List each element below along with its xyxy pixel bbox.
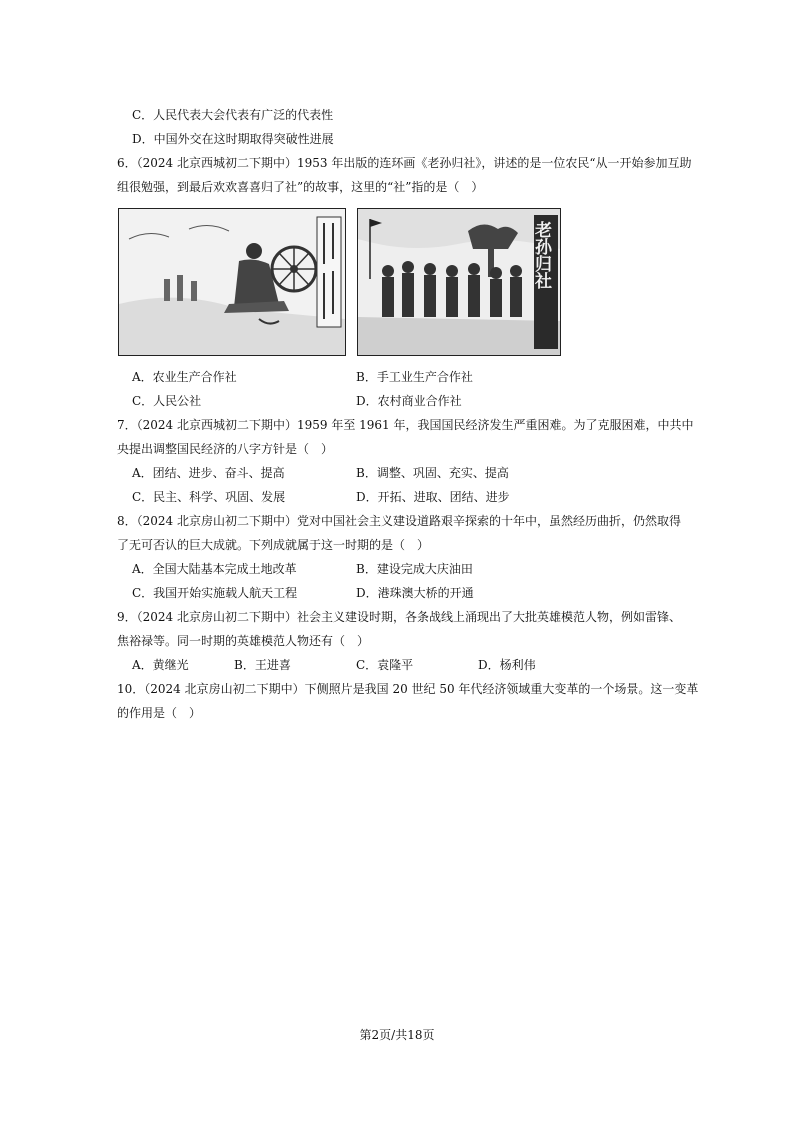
q7-option-a: A．团结、进步、奋斗、提高 [132,466,285,480]
q6-option-d: D．农村商业合作社 [356,394,462,408]
q9-option-a: A．黄继光 [132,658,189,672]
q6-option-b: B．手工业生产合作社 [356,370,473,384]
q6-option-a: A．农业生产合作社 [132,370,237,384]
option-c-prev: C．人民代表大会代表有广泛的代表性 [132,108,334,122]
q8-option-d: D．港珠澳大桥的开通 [356,586,474,600]
q8-option-c: C．我国开始实施载人航天工程 [132,586,298,600]
q9-option-c: C．袁隆平 [356,658,414,672]
comic-panel-left [118,208,346,356]
comic-panel-right [357,208,561,356]
question-10-line-2: 的作用是（ ） [117,706,202,720]
q7-option-d: D．开拓、进取、团结、进步 [356,490,510,504]
q8-option-a: A．全国大陆基本完成土地改革 [132,562,297,576]
question-9-line-1: 9．（2024 北京房山初二下期中）社会主义建设时期，各条战线上涌现出了大批英雄模范人物，例如雷锋、 [117,610,681,624]
question-9-line-2: 焦裕禄等。同一时期的英雄模范人物还有（ ） [117,634,370,648]
question-7-line-1: 7．（2024 北京西城初二下期中）1959 年至 1961 年，我国国民经济发生严重困难。为了克服困难，中共中 [117,418,694,432]
q8-option-b: B．建设完成大庆油田 [356,562,473,576]
question-6-line-2: 组很勉强，到最后欢欢喜喜归了社”的故事，这里的“社”指的是（ ） [117,180,484,194]
comic-illustration-left [119,209,345,355]
q9-option-b: B．王进喜 [234,658,291,672]
q6-option-c: C．人民公社 [132,394,202,408]
q7-option-c: C．民主、科学、巩固、发展 [132,490,286,504]
question-8-line-1: 8．（2024 北京房山初二下期中）党对中国社会主义建设道路艰辛探索的十年中，虽然经历曲折，仍然取得 [117,514,681,528]
question-7-line-2: 央提出调整国民经济的八字方针是（ ） [117,442,334,456]
question-6-line-1: 6．（2024 北京西城初二下期中）1953 年出版的连环画《老孙归社》，讲述的是一位农民“从一开始参加互助 [117,156,692,170]
q7-option-b: B．调整、巩固、充实、提高 [356,466,509,480]
q9-option-d: D．杨利伟 [478,658,536,672]
page-number-footer: 第2页/共18页 [359,1028,435,1042]
option-d-prev: D．中国外交在这时期取得突破性进展 [132,132,334,146]
question-8-line-2: 了无可否认的巨大成就。下列成就属于这一时期的是（ ） [117,538,430,552]
question-10-line-1: 10．（2024 北京房山初二下期中）下侧照片是我国 20 世纪 50 年代经济领域重大变革的一个场景。这一变革 [117,682,699,696]
comic-title-label: 老孙归社 [531,221,551,289]
